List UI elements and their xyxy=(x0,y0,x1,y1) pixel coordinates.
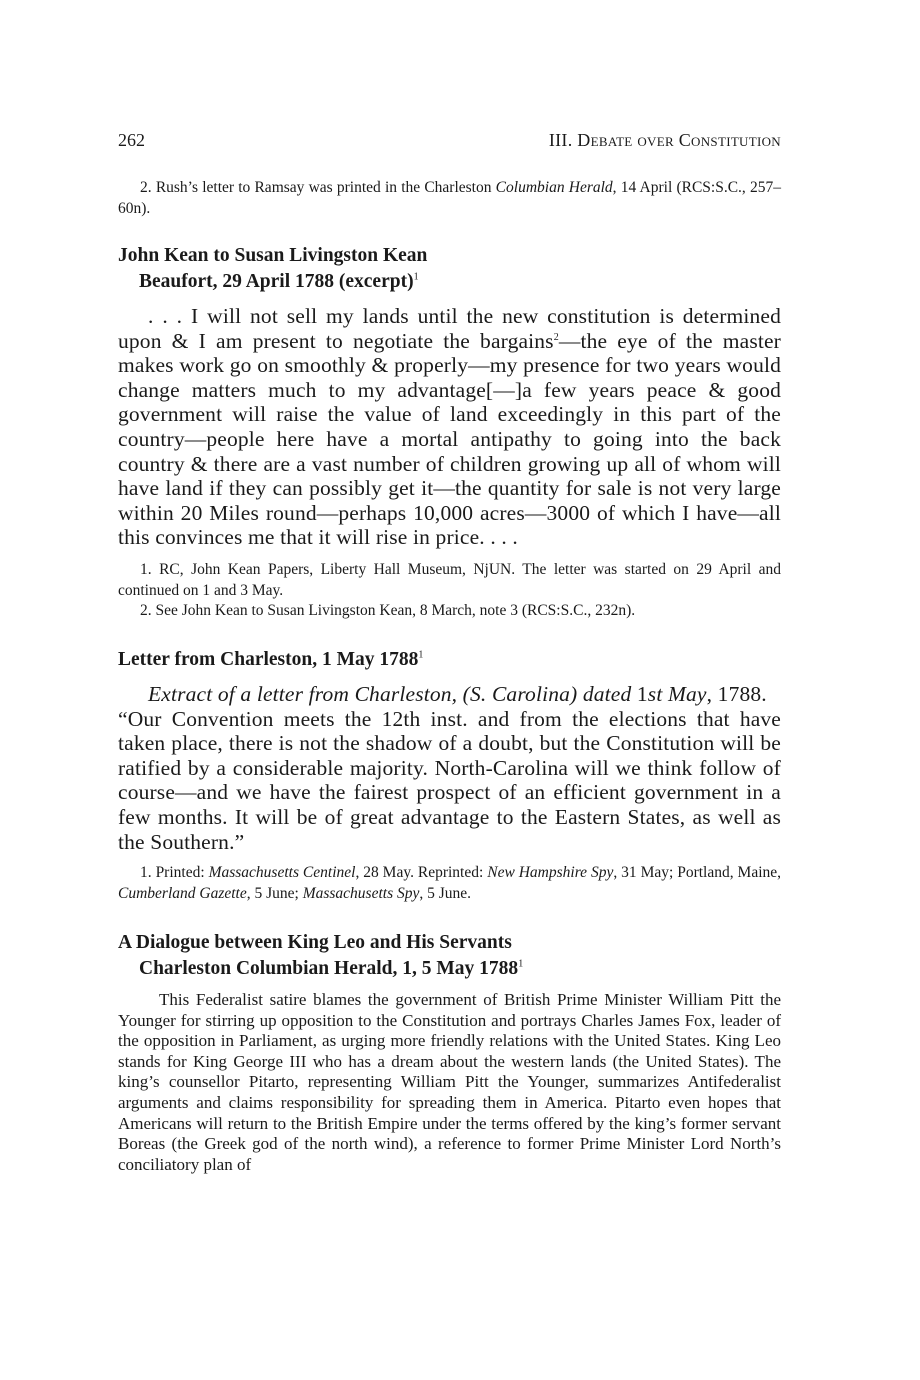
kean-letter-body: . . . I will not sell my lands until the new constitution is determined upon & I am present to negotiate the bargains$^2$—the eye of the master makes work go on smoothly & properly—my presence for two years would change matters much to my advantage[—]a few years peace & good government will raise the value of land exceedingly in this part of the country—people here have a mortal antipathy to going into the back country & there are a vast number of children growing up all of whom will have land if they can possibly get it—the quantity for sale is not very large within 20 Miles round—perhaps 10,000 acres—3000 of which I have—all this convinces me that it will rise in price. . . . xyxy=(118,304,781,550)
running-head xyxy=(118,130,781,154)
kean-heading-line1: John Kean to Susan Livingston Kean xyxy=(118,245,428,266)
page-number: 262 xyxy=(118,130,145,150)
dialogue-heading-line1: A Dialogue between King Leo and His Servants xyxy=(118,932,512,953)
charleston-letter xyxy=(118,682,781,854)
dialogue-heading: A Dialogue between King Leo and His Servants Charleston Columbian Herald, 1, 5 May 1788$^1$ xyxy=(118,932,524,979)
dialogue-heading-line2: Charleston Columbian Herald, 1, 5 May 1788 xyxy=(139,958,519,979)
kean-heading-line2: Beaufort, 29 April 1788 (excerpt) xyxy=(139,271,414,292)
charleston-heading: Letter from Charleston, 1 May 1788$^1$ xyxy=(118,649,424,670)
charleston-footnote: 1. Printed: Massachusetts Centinel, 28 May. Reprinted: New Hampshire Spy, 31 May; Portland, Maine, Cumberland Gazette, 5 June; Massachusetts Spy, 5 June. xyxy=(118,864,782,902)
charleston-dateline: Extract of a letter from Charleston, (S. Carolina) dated 1st May, 1788. xyxy=(148,682,767,706)
kean-heading: John Kean to Susan Livingston Kean Beaufort, 29 April 1788 (excerpt)$^1$ xyxy=(118,245,428,292)
dialogue-intro: This Federalist satire blames the government of British Prime Minister William Pitt the Younger for stirring up opposition to the Constitution and portrays Charles James Fox, leader of the opposition in Parliament, as urging more friendly relations with the United States. King Leo stands for King George III who has a dream about the western lands (the United States). The king’s counsellor Pitarto, representing William Pitt the Younger, summarizes Antifederalist arguments and claims responsibility for spreading them in America. Pitarto even hopes that Americans will return to the British Empire under the terms offered by the king’s former servant Boreas (the Greek god of the north wind), a reference to former Prime Minister Lord North’s conciliatory plan of xyxy=(118,990,781,1174)
charleston-body: “Our Convention meets the 12th inst. and from the elections that have taken place, there is not the shadow of a doubt, but the Constitution will be ratified by a considerable majority. North-Carolina will we think follow of course—and we have the fairest prospect of an efficient government in a few months. It will be of great advantage to the Eastern States, as well as the Southern.” xyxy=(118,706,781,854)
section-title: III. Debate over Constitution xyxy=(548,130,781,150)
kean-footnotes xyxy=(118,560,781,622)
kean-footnote-2: 2. See John Kean to Susan Livingston Kean, 8 March, note 3 (RCS:S.C., 232n). xyxy=(140,602,636,619)
kean-footnote-1: 1. RC, John Kean Papers, Liberty Hall Museum, NjUN. The letter was started on 29 April and continued on 1 and 3 May. xyxy=(118,561,781,599)
top-footnote: 2. Rush’s letter to Ramsay was printed in the Charleston Columbian Herald, 14 April (RCS:S.C., 257–60n). xyxy=(118,179,781,217)
